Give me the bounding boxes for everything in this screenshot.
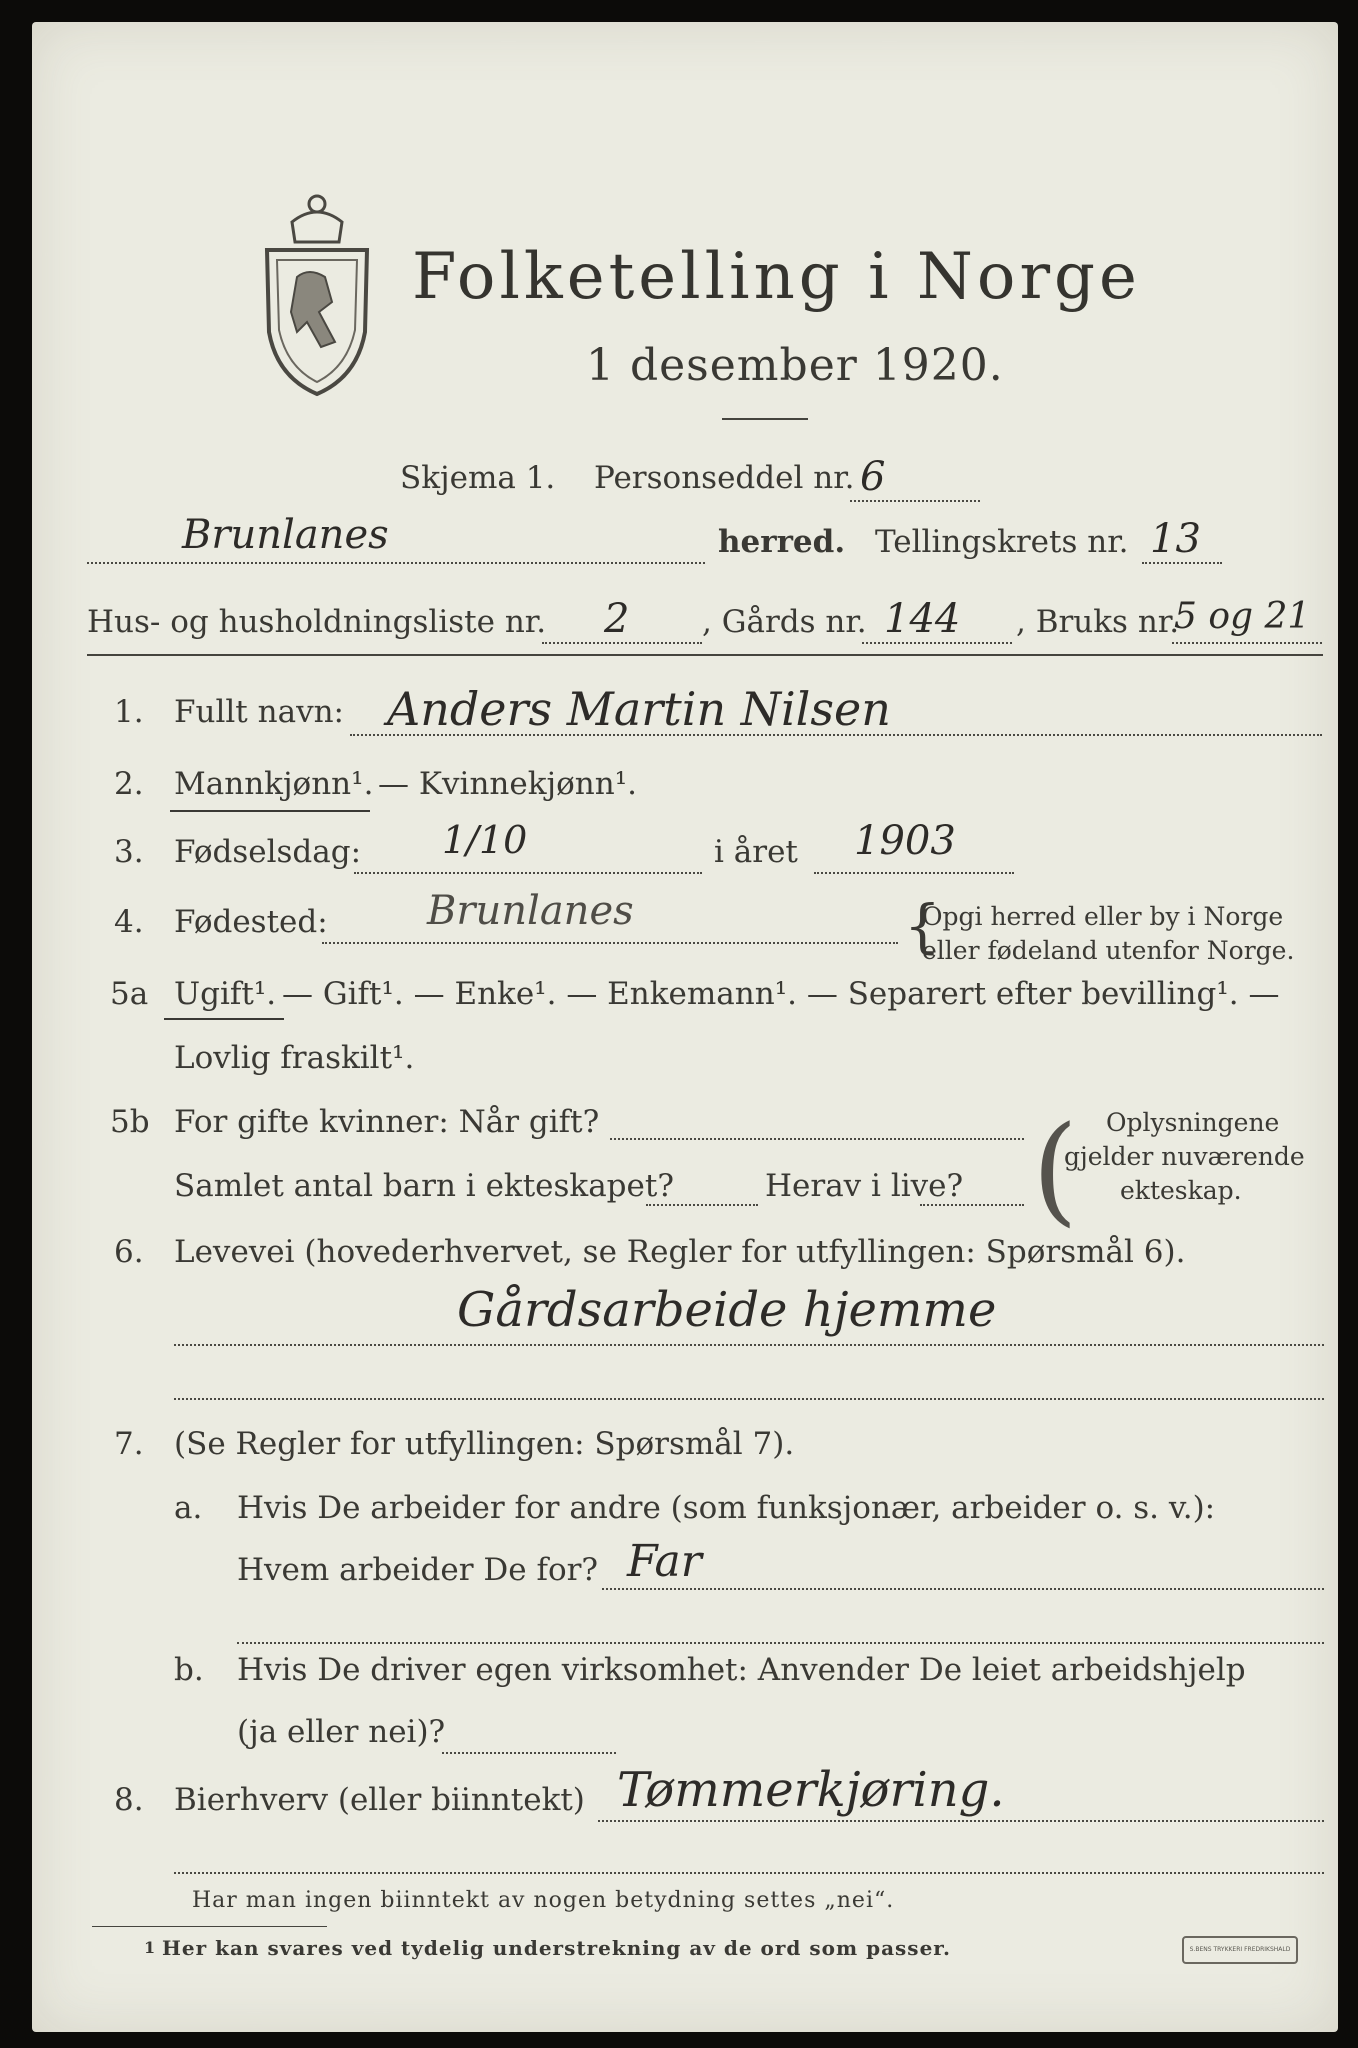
tellingskrets-value: 13: [1150, 516, 1201, 562]
skjema-label: Skjema 1.: [400, 460, 556, 496]
coat-of-arms-icon: [247, 182, 387, 402]
q6-line-1: [174, 1344, 1324, 1346]
hus-value: 2: [604, 596, 630, 642]
q3-label: Fødselsdag:: [174, 834, 362, 870]
printer-stamp: [1182, 1936, 1298, 1964]
q2-underline: [170, 810, 370, 812]
q5a-ugift: Ugift¹.: [174, 976, 277, 1012]
q7b-letter: b.: [174, 1652, 204, 1688]
q6-number: 6.: [114, 1234, 144, 1270]
q3-year-line: [814, 872, 1014, 874]
bruks-value: 5 og 21: [1174, 596, 1311, 637]
tellingskrets-line: [1142, 562, 1222, 564]
q8-extra-line: [174, 1872, 1324, 1874]
q7b-label: Hvis De driver egen virksomhet: Anvender De leiet arbeidshjelp: [237, 1652, 1246, 1688]
q5b-alive-line: [920, 1204, 1024, 1206]
q8-label: Bierhverv (eller biinntekt): [174, 1782, 585, 1818]
q1-label: Fullt navn:: [174, 694, 344, 730]
q5b-children-line: [646, 1204, 758, 1206]
q7a-extra-line: [237, 1642, 1324, 1644]
footnote-text: Her kan svares ved tydelig understrekning av de ord som passer.: [162, 1936, 951, 1960]
q5b-brace: (: [1032, 1100, 1079, 1238]
q3-value: 1/10: [442, 818, 528, 862]
q4-line: [322, 942, 898, 944]
q7a-employer-line: [602, 1588, 1324, 1590]
q7a-employer-label: Hvem arbeider De for?: [237, 1552, 599, 1588]
q5a-fraskilt: Lovlig fraskilt¹.: [174, 1040, 415, 1076]
q5a-options: — Gift¹. — Enke¹. — Enkemann¹. — Separert efter bevilling¹. —: [282, 976, 1280, 1012]
q5a-underline: [164, 1018, 284, 1020]
q3-number: 3.: [114, 834, 144, 870]
q7a-label: Hvis De arbeider for andre (som funksjonær, arbeider o. s. v.):: [237, 1490, 1216, 1526]
q5b-children-label: Samlet antal barn i ekteskapet?: [174, 1168, 674, 1204]
bruks-line: [1172, 642, 1322, 644]
hus-line: [542, 642, 702, 644]
personseddel-value: 6: [860, 454, 886, 500]
footer-note: Har man ingen biinntekt av nogen betydning settes „nei“.: [192, 1888, 895, 1913]
title-divider: [722, 418, 808, 420]
document-title: Folketelling i Norge: [412, 240, 1141, 314]
q5b-married-line: [610, 1138, 1024, 1140]
q1-value: Anders Martin Nilsen: [387, 682, 891, 736]
q7-label: (Se Regler for utfyllingen: Spørsmål 7).: [174, 1426, 795, 1462]
tellingskrets-label: Tellingskrets nr.: [875, 524, 1129, 560]
q3-line: [354, 872, 702, 874]
q1-number: 1.: [114, 694, 144, 730]
q8-line: [598, 1820, 1324, 1822]
q7a-employer-value: Far: [627, 1536, 702, 1587]
q8-number: 8.: [114, 1782, 144, 1818]
q5a-number: 5a: [110, 976, 149, 1012]
q5b-note-line-1: Oplysningene: [1106, 1108, 1280, 1137]
q7-number: 7.: [114, 1426, 144, 1462]
q4-number: 4.: [114, 904, 144, 940]
q5b-note-line-2: gjelder nuværende: [1064, 1142, 1305, 1171]
bruks-label: , Bruks nr.: [1016, 604, 1180, 640]
gards-value: 144: [884, 596, 961, 642]
q5b-label: For gifte kvinner: Når gift?: [174, 1104, 600, 1140]
q5b-alive-label: Herav i live?: [765, 1168, 964, 1204]
q5b-note-line-3: ekteskap.: [1120, 1176, 1242, 1205]
header-rule: [87, 654, 1323, 656]
footnote-mark: 1: [144, 1938, 156, 1957]
document-date: 1 desember 1920.: [586, 340, 1004, 391]
hus-label: Hus- og husholdningsliste nr.: [87, 604, 547, 640]
q7b-label-2: (ja eller nei)?: [237, 1714, 446, 1750]
gards-line: [862, 642, 1012, 644]
q3-year-value: 1903: [854, 818, 956, 864]
herred-line: [87, 562, 705, 564]
q6-label: Levevei (hovederhvervet, se Regler for utfyllingen: Spørsmål 6).: [174, 1234, 1186, 1270]
q6-line-2: [174, 1398, 1324, 1400]
q4-label: Fødested:: [174, 904, 328, 940]
q2-mannkjonn: Mannkjønn¹.: [174, 766, 374, 802]
q7a-letter: a.: [174, 1490, 203, 1526]
q2-number: 2.: [114, 766, 144, 802]
herred-value: Brunlanes: [182, 512, 389, 558]
q3-year-label: i året: [714, 834, 798, 870]
q4-value: Brunlanes: [427, 888, 634, 934]
q7b-line: [442, 1752, 616, 1754]
q5b-number: 5b: [110, 1104, 150, 1140]
q4-note-line-1: Opgi herred eller by i Norge: [922, 902, 1284, 931]
q4-brace: {: [904, 892, 941, 960]
q6-value: Gårdsarbeide hjemme: [457, 1282, 997, 1338]
census-form-page: [32, 22, 1338, 2032]
q2-kvinnekjonn: — Kvinnekjønn¹.: [378, 766, 637, 802]
gards-label: , Gårds nr.: [702, 604, 867, 640]
personseddel-line: [850, 500, 980, 502]
footnote-divider: [92, 1926, 327, 1927]
printer-stamp-text: S.BENS TRYKKERI FREDRIKSHALD: [1189, 1946, 1291, 1953]
q4-note-line-2: eller fødeland utenfor Norge.: [922, 936, 1295, 965]
herred-label: herred.: [718, 524, 846, 560]
q8-value: Tømmerkjøring.: [617, 1762, 1005, 1818]
personseddel-label: Personseddel nr.: [594, 460, 855, 496]
